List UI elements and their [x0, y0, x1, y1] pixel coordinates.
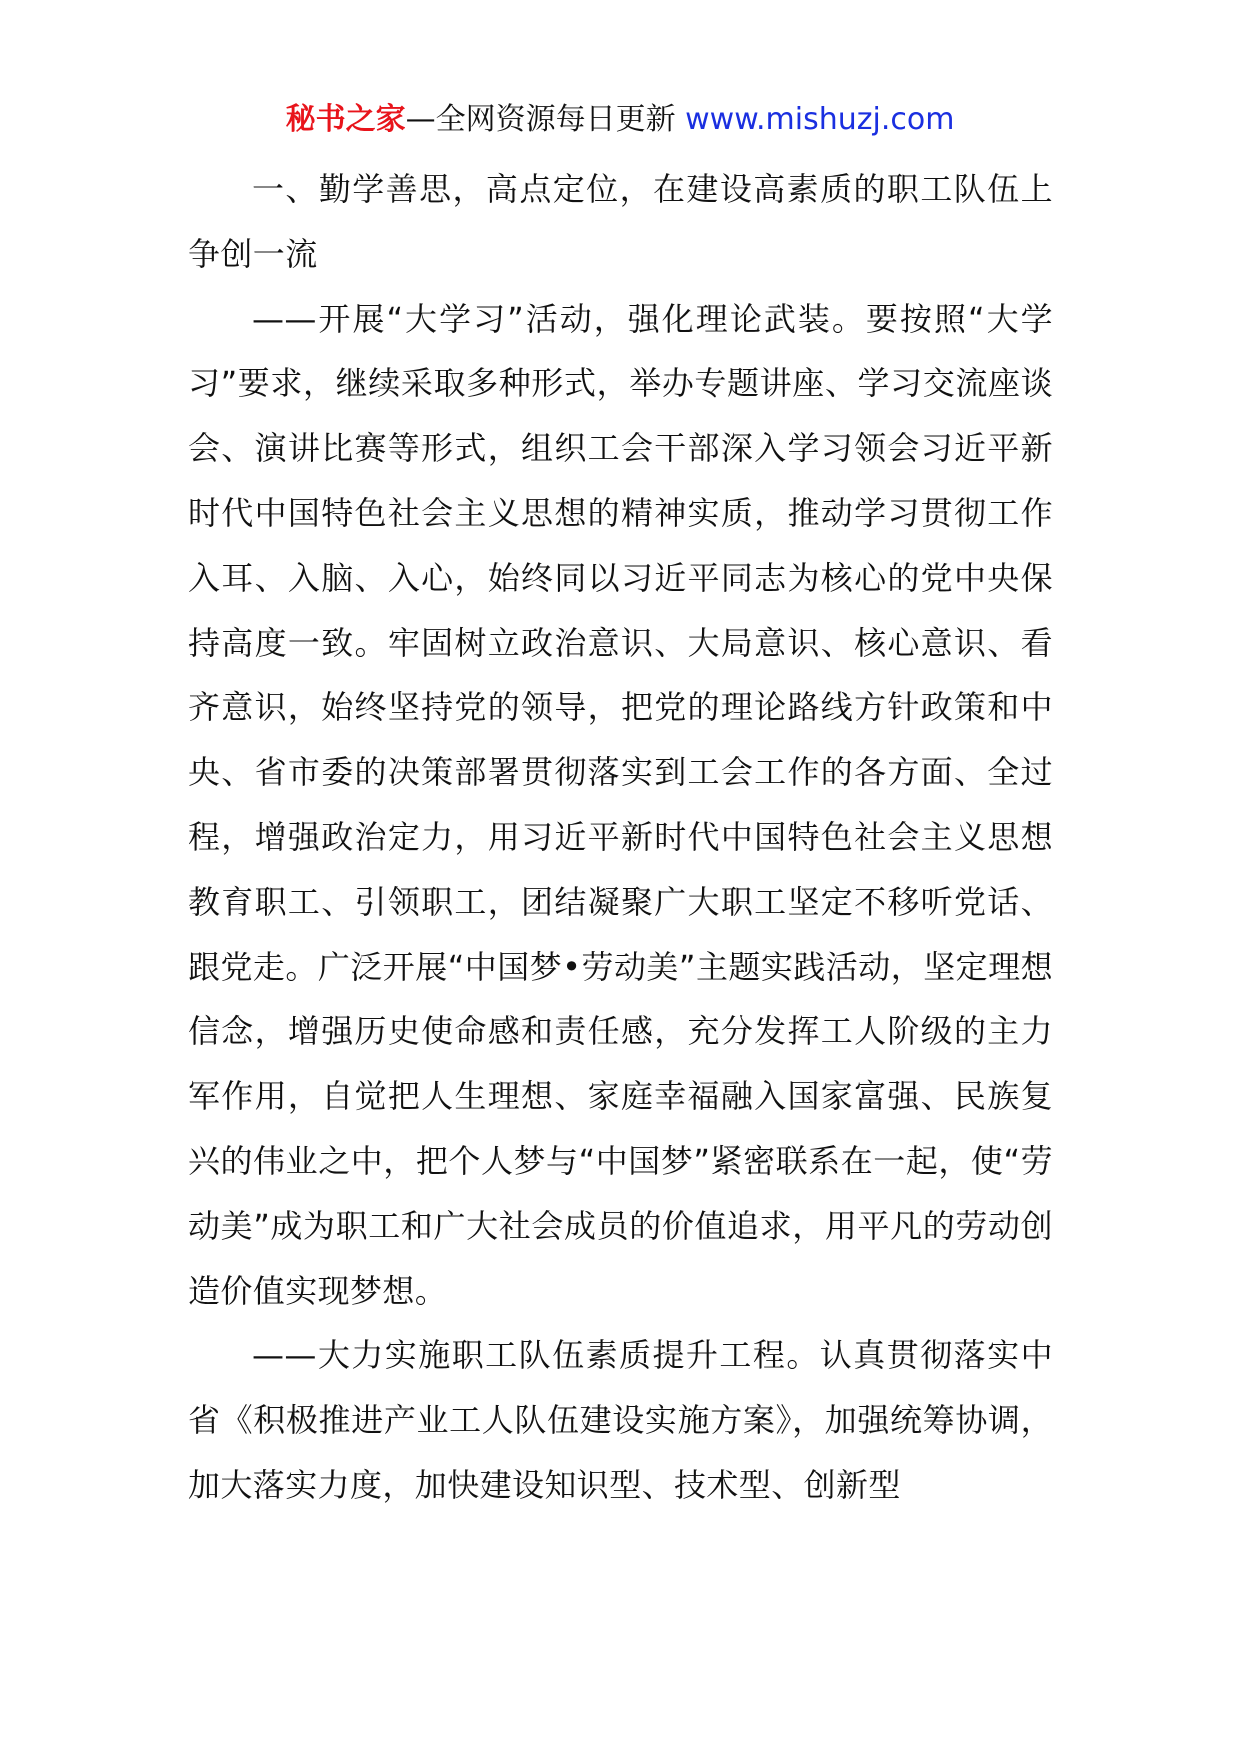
paragraph-study-activities: ——开展“大学习”活动，强化理论武装。要按照“大学习”要求，继续采取多种形式，举办专题讲座、学习交流座谈会、演讲比赛等形式，组织工会干部深入学习领会习近平新时代中国特色社会主义思想的精神实质，推动学习贯彻工作入耳、入脑、入心，始终同以习近平同志为核心的党中央保持高度一致。牢固树立政治意识、大局意识、核心意识、看齐意识，始终坚持党的领导，把党的理论路线方针政策和中央、省市委的决策部署贯彻落实到工会工作的各方面、全过程，增强政治定力，用习近平新时代中国特色社会主义思想教育职工、引领职工，团结凝聚广大职工坚定不移听党话、跟党走。广泛开展“中国梦•劳动美”主题实践活动，坚定理想信念，增强历史使命感和责任感，充分发挥工人阶级的主力军作用，自觉把人生理想、家庭幸福融入国家富强、民族复兴的伟业之中，把个人梦与“中国梦”紧密联系在一起，使“劳动美”成为职工和广大社会成员的价值追求，用平凡的劳动创造价值实现梦想。 — [188, 299, 1053, 1310]
paragraph-quality-improvement: ——大力实施职工队伍素质提升工程。认真贯彻落实中省《积极推进产业工人队伍建设实施方案》，加强统筹协调，加大落实力度，加快建设知识型、技术型、创新型 — [188, 1336, 1053, 1504]
document-body — [188, 157, 1053, 1518]
site-url-link[interactable]: www.mishuzj.com — [685, 102, 955, 137]
brand-name: 秘书之家 — [285, 102, 406, 137]
section-heading: 一、勤学善思，高点定位，在建设高素质的职工队伍上争创一流 — [188, 170, 1053, 273]
header-tagline: —全网资源每日更新 — [405, 102, 686, 137]
page-header — [0, 100, 1240, 140]
